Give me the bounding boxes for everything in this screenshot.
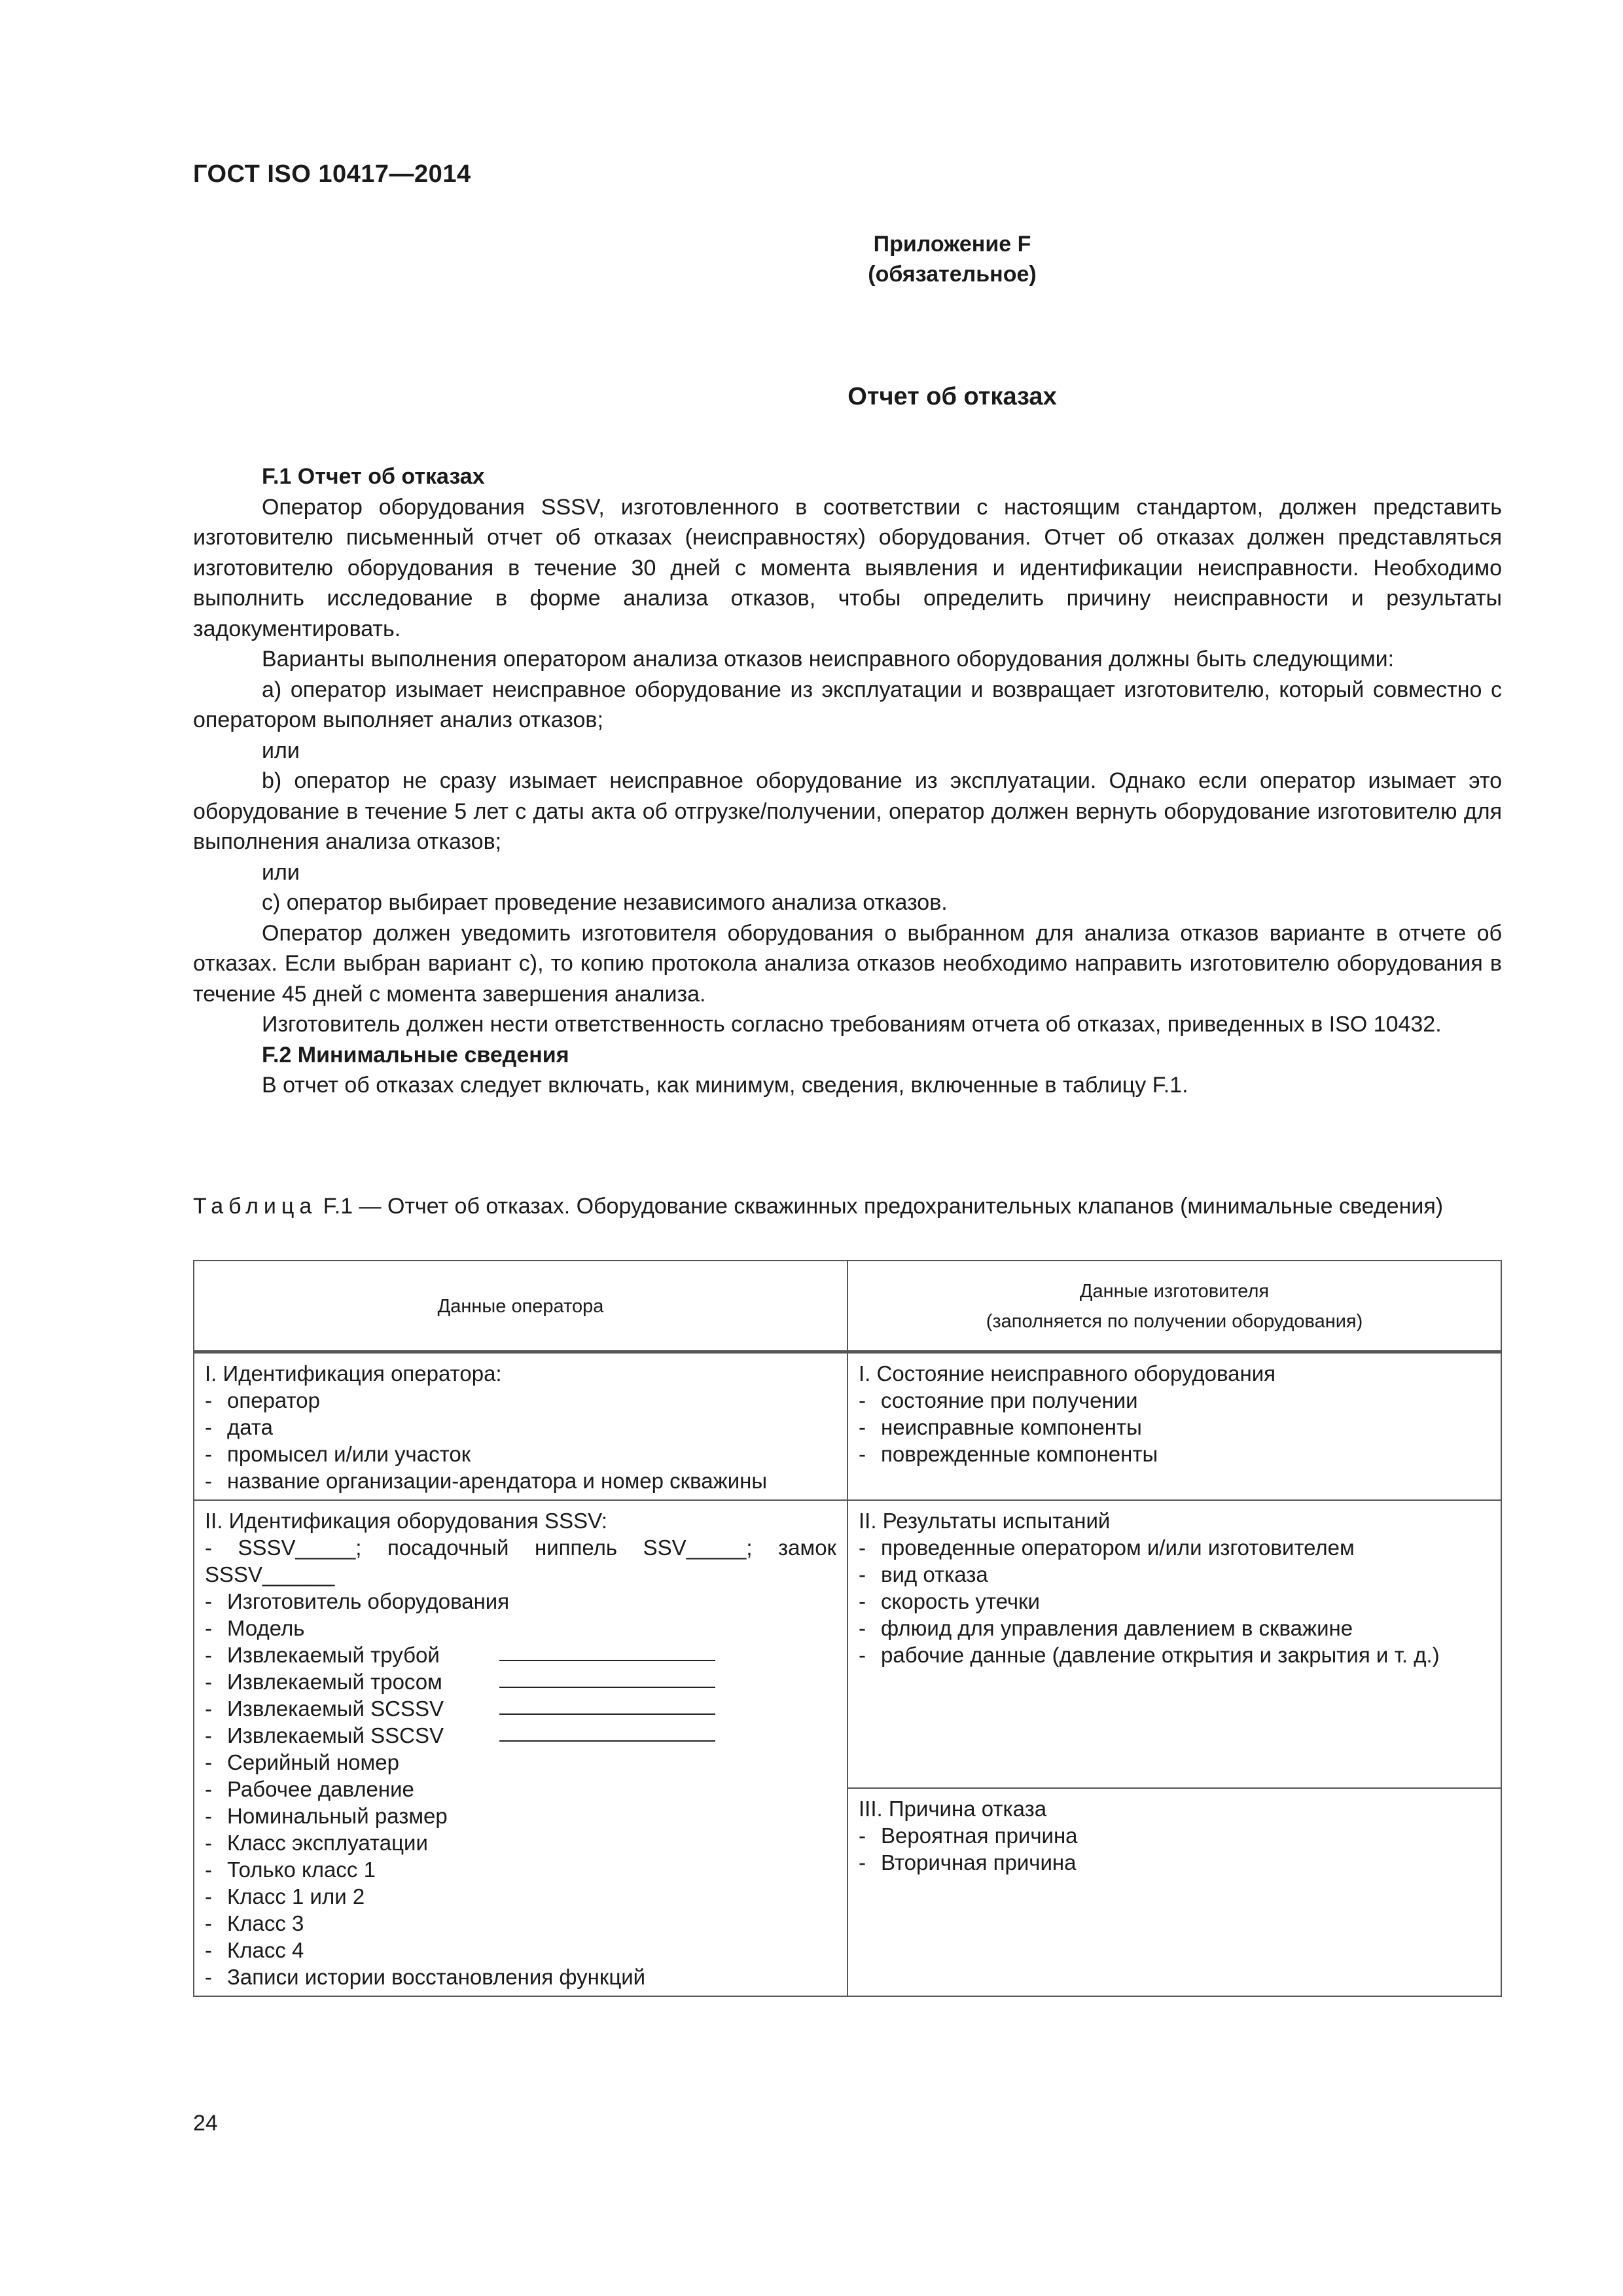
column-header-manufacturer-label: Данные изготовителя	[1079, 1281, 1270, 1302]
column-header-manufacturer	[847, 1261, 1501, 1352]
list-item: - дата	[205, 1415, 273, 1439]
list-item: - оператор	[205, 1388, 321, 1412]
or-text: или	[262, 859, 300, 885]
column-header-operator-label: Данные оператора	[437, 1296, 604, 1317]
list-item: - Изготовитель оборудования	[205, 1589, 510, 1613]
failure-cause-cell	[848, 1787, 1501, 1876]
list-item: - SSSV_____; посадочный ниппель SSV_____; замок SSSV______	[205, 1535, 836, 1587]
page-title: Отчет об отказах	[847, 383, 1057, 410]
list-item: - Класс 1 или 2	[205, 1884, 365, 1909]
blank-line	[499, 1695, 715, 1715]
list-item: - Записи истории восстановления функций	[205, 1965, 646, 1989]
list-item: - Класс эксплуатации	[205, 1831, 428, 1855]
list-item: - промысел и/или участок	[205, 1442, 471, 1466]
list-item: - вид отказа	[859, 1562, 988, 1587]
paragraph: Варианты выполнения оператором анализа отказов неисправного оборудования должны быть следующими:	[262, 647, 1395, 672]
list-item: - Серийный номер	[205, 1750, 399, 1774]
test-results-cell	[847, 1500, 1501, 1996]
section-heading-f2: F.2 Минимальные сведения	[262, 1042, 569, 1067]
or-text: или	[262, 738, 300, 763]
list-item: - Вторичная причина	[859, 1850, 1077, 1874]
paragraph: Оператор оборудования SSSV, изготовленного в соответствии с настоящим стандартом, должен представить изготовителю письменный отчет об отказах (неисправностях) оборудования. Отчет об отказах должен представляться изготовителю оборудования в течение 30 дней с момента выявления и идентификации неисправности. Необходимо выполнить исследование в форме анализа отказов, чтобы определить причину неисправности и результаты задокументировать.	[193, 494, 1502, 641]
list-item-with-blank: - Извлекаемый SSCSV	[205, 1722, 836, 1749]
equipment-identification-cell	[194, 1500, 847, 1996]
document-body	[193, 461, 1502, 1101]
list-item: - Рабочее давление	[205, 1777, 414, 1801]
cell-title: II. Идентификация оборудования SSSV:	[205, 1509, 608, 1533]
list-item-with-blank: - Извлекаемый SCSSV	[205, 1695, 836, 1722]
list-item: - поврежденные компоненты	[859, 1442, 1158, 1466]
list-item: - скорость утечки	[859, 1589, 1040, 1613]
list-item: - Только класс 1	[205, 1857, 376, 1882]
blank-line	[499, 1722, 715, 1742]
table-header-row	[194, 1261, 1501, 1352]
equipment-condition-cell	[847, 1352, 1501, 1501]
annex-title: Приложение F	[873, 232, 1031, 257]
list-item-a: a) оператор изымает неисправное оборудование из эксплуатации и возвращает изготовителю, который совместно с оператором выполняет анализ отказов;	[193, 677, 1502, 732]
page-number: 24	[193, 2111, 218, 2136]
list-item: - Вероятная причина	[859, 1823, 1078, 1848]
list-item: - Класс 3	[205, 1911, 304, 1935]
paragraph: Изготовитель должен нести ответственность согласно требованиям отчета об отказах, приведенных в ISO 10432.	[262, 1012, 1442, 1037]
document-code-header: ГОСТ ISO 10417—2014	[193, 160, 471, 188]
operator-identification-cell	[194, 1352, 847, 1501]
list-item: - неисправные компоненты	[859, 1415, 1142, 1439]
section-heading-f1: F.1 Отчет об отказах	[262, 464, 485, 489]
paragraph: Оператор должен уведомить изготовителя оборудования о выбранном для анализа отказов варианте в отчете об отказах. Если выбран вариант c), то копию протокола анализа отказов необходимо направить изготовителю оборудования в течение 45 дней с момента завершения анализа.	[193, 920, 1502, 1007]
list-item: - проведенные оператором и/или изготовителем	[859, 1535, 1355, 1560]
column-header-operator	[194, 1261, 847, 1352]
list-item-c: c) оператор выбирает проведение независимого анализа отказов.	[262, 890, 948, 915]
table-row	[194, 1352, 1501, 1501]
cell-title: I. Идентификация оператора:	[205, 1361, 502, 1386]
annex-status: (обязательное)	[868, 262, 1037, 287]
list-item: - состояние при получении	[859, 1388, 1138, 1412]
table-caption	[193, 1191, 1502, 1221]
list-item: - Модель	[205, 1616, 305, 1640]
list-item-with-blank: - Извлекаемый тросом	[205, 1668, 836, 1695]
list-item: - название организации-арендатора и номер скважины	[205, 1469, 768, 1493]
paragraph: В отчет об отказах следует включать, как минимум, сведения, включенные в таблицу F.1.	[262, 1073, 1188, 1098]
cell-title: II. Результаты испытаний	[859, 1509, 1111, 1533]
list-item-b: b) оператор не сразу изымает неисправное оборудование из эксплуатации. Однако если оператор изымает это оборудование в течение 5 лет с даты акта об отгрузке/получении, оператор должен вернуть оборудование изготовителю для выполнения анализа отказов;	[193, 768, 1502, 854]
list-item: - рабочие данные (давление открытия и закрытия и т. д.)	[859, 1643, 1440, 1667]
list-item: - Номинальный размер	[205, 1804, 448, 1828]
list-item-with-blank: - Извлекаемый трубой	[205, 1641, 836, 1668]
table-row	[194, 1500, 1501, 1996]
blank-line	[499, 1668, 715, 1688]
annex-heading	[193, 229, 1502, 289]
column-header-manufacturer-note: (заполняется по получении оборудования)	[986, 1311, 1363, 1332]
list-item: - Класс 4	[205, 1938, 304, 1962]
failure-report-table	[193, 1260, 1502, 1997]
blank-line	[499, 1641, 715, 1661]
list-item: - флюид для управления давлением в скважине	[859, 1616, 1353, 1640]
cell-title: I. Состояние неисправного оборудования	[859, 1361, 1276, 1386]
table-caption-text: F.1 — Отчет об отказах. Оборудование скважинных предохранительных клапанов (минимальные сведения)	[317, 1194, 1444, 1219]
table-caption-label: Таблица	[193, 1194, 317, 1219]
cell-title: III. Причина отказа	[859, 1797, 1047, 1821]
